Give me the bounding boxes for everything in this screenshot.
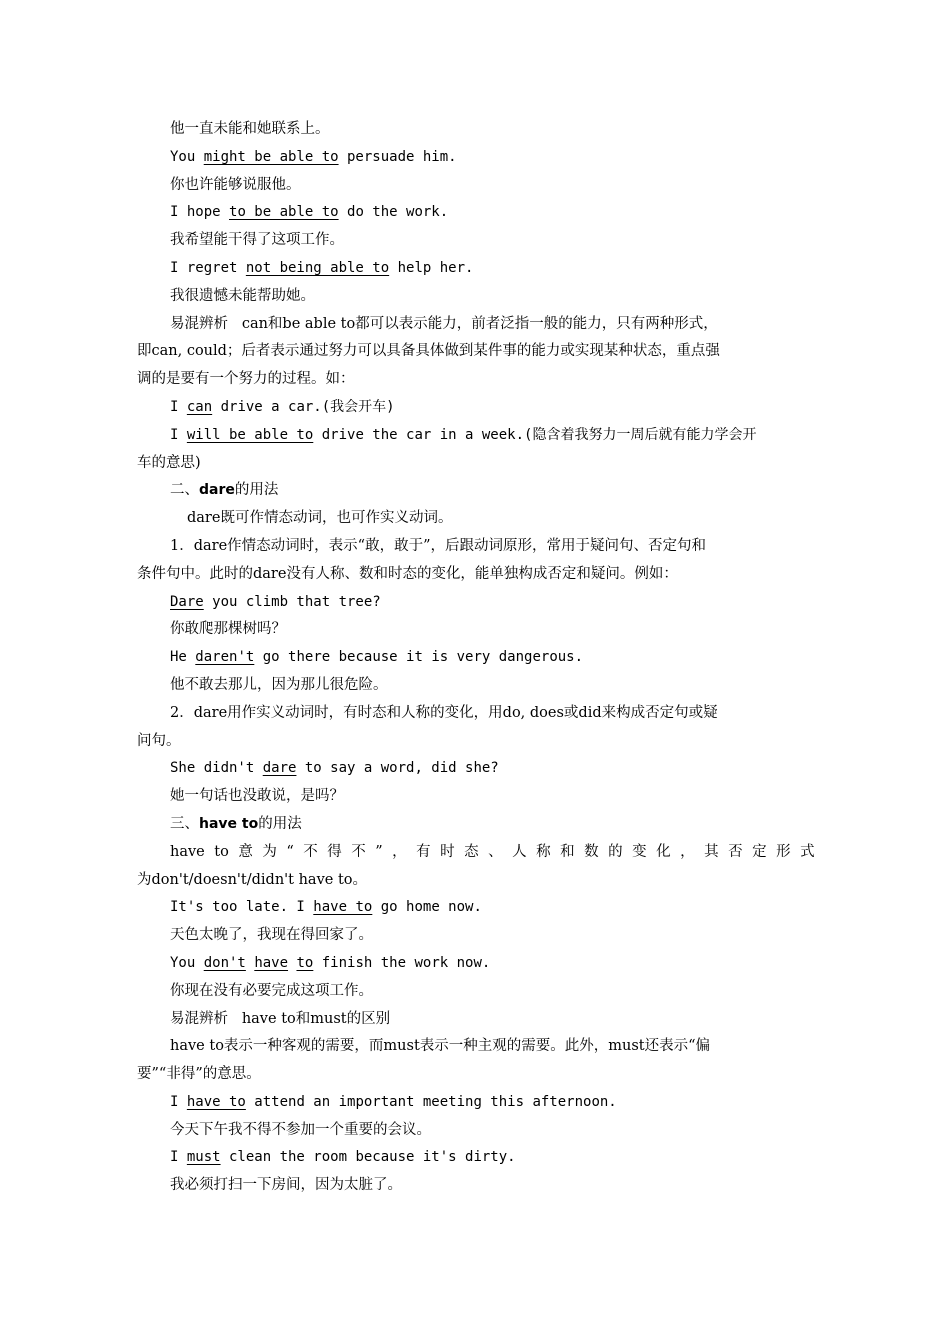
example-sentence: She didn't dare to say a word, did she? — [170, 760, 499, 777]
note-line: 调的是要有一个努力的过程。如： — [137, 371, 355, 388]
note-line: 易混辨析 can和be able to都可以表示能力，前者泛指一般的能力，只有两种形式， — [170, 315, 718, 332]
underlined-phrase: daren't — [195, 649, 255, 666]
translation-line: 天色太晚了，我现在得回家了。 — [170, 927, 373, 944]
note-label: 易混辨析 — [170, 315, 228, 332]
underlined-phrase: have to — [186, 1093, 246, 1110]
translation-line: 他不敢去那儿，因为那儿很危险。 — [170, 676, 388, 693]
translation-line: 我很遗憾未能帮助她。 — [170, 287, 315, 304]
example-sentence: Dare you climb that tree? — [170, 593, 381, 610]
translation-line: 今天下午我不得不参加一个重要的会议。 — [170, 1121, 431, 1138]
note-line: 易混辨析 have to和must的区别 — [170, 1010, 391, 1027]
text-line: 他一直未能和她联系上。 — [170, 121, 330, 137]
translation-line: 她一句话也没敢说，是吗？ — [170, 788, 344, 805]
justified-text-line: have to 意 为 “ 不 得 不 ” ， 有 时 态 、 人 称 和 数 的 变 化 ， 其 否 定 形 式 — [170, 843, 815, 860]
translation-line: 你也许能够说服他。 — [170, 176, 301, 193]
example-sentence: You don't have to finish the work now. — [170, 954, 491, 971]
underlined-phrase: must — [186, 1149, 221, 1166]
note-line: 即can, could；后者表示通过努力可以具备具体做到某件事的能力或实现某种状态，重点强 — [137, 343, 720, 360]
underlined-phrase: will be able to — [186, 426, 314, 443]
translation-line: 我希望能干得了这项工作。 — [170, 232, 344, 249]
example-sentence: He daren't go there because it is very dangerous. — [170, 649, 584, 666]
underlined-phrase: don't — [203, 954, 246, 971]
text-line: 1．dare作情态动词时，表示“敢，敢于”，后跟动词原形，常用于疑问句、否定句和 — [170, 537, 706, 554]
text-line: 要”“非得”的意思。 — [137, 1066, 261, 1083]
underlined-phrase: not being able to — [245, 259, 390, 276]
section-heading: 三、have to的用法 — [170, 815, 302, 832]
translation-line: 你现在没有必要完成这项工作。 — [170, 982, 373, 999]
example-sentence: I hope to be able to do the work. — [170, 204, 449, 221]
example-sentence: I regret not being able to help her. — [170, 259, 474, 276]
text-line: 为don't/doesn't/didn't have to。 — [137, 871, 368, 888]
underlined-phrase: might be able to — [203, 148, 339, 165]
example-sentence: I have to attend an important meeting this afternoon. — [170, 1093, 617, 1110]
example-sentence: It's too late. I have to go home now. — [170, 899, 482, 916]
underlined-phrase: to — [296, 954, 314, 971]
note-label: 易混辨析 — [170, 1010, 228, 1027]
translation-line: 我必须打扫一下房间，因为太脏了。 — [170, 1177, 402, 1194]
example-sentence: You might be able to persuade him. — [170, 148, 457, 165]
example-sentence: I can drive a car.(我会开车) — [170, 398, 395, 415]
text-line: dare既可作情态动词，也可作实义动词。 — [187, 510, 453, 527]
text-line: 车的意思) — [137, 454, 201, 471]
example-sentence: I will be able to drive the car in a week.(隐含着我努力一周后就有能力学会开 — [170, 426, 757, 443]
translation-line: 你敢爬那棵树吗？ — [170, 621, 286, 638]
underlined-phrase: Dare — [170, 593, 204, 610]
document-body — [137, 116, 817, 1200]
underlined-phrase: can — [186, 398, 213, 415]
text-line: have to表示一种客观的需要，而must表示一种主观的需要。此外，must还表示“偏 — [170, 1038, 711, 1055]
underlined-phrase: to be able to — [229, 204, 339, 221]
section-heading: 二、dare的用法 — [170, 482, 279, 499]
text-line: 条件句中。此时的dare没有人称、数和时态的变化，能单独构成否定和疑问。例如： — [137, 565, 678, 582]
text-line: 2．dare用作实义动词时，有时态和人称的变化，用do, does或did来构成否定句或疑 — [170, 704, 718, 721]
underlined-phrase: have — [254, 954, 289, 971]
example-sentence: I must clean the room because it's dirty. — [170, 1149, 516, 1166]
underlined-phrase: dare — [262, 760, 297, 777]
underlined-phrase: have to — [313, 899, 373, 916]
text-line: 问句。 — [137, 732, 181, 749]
